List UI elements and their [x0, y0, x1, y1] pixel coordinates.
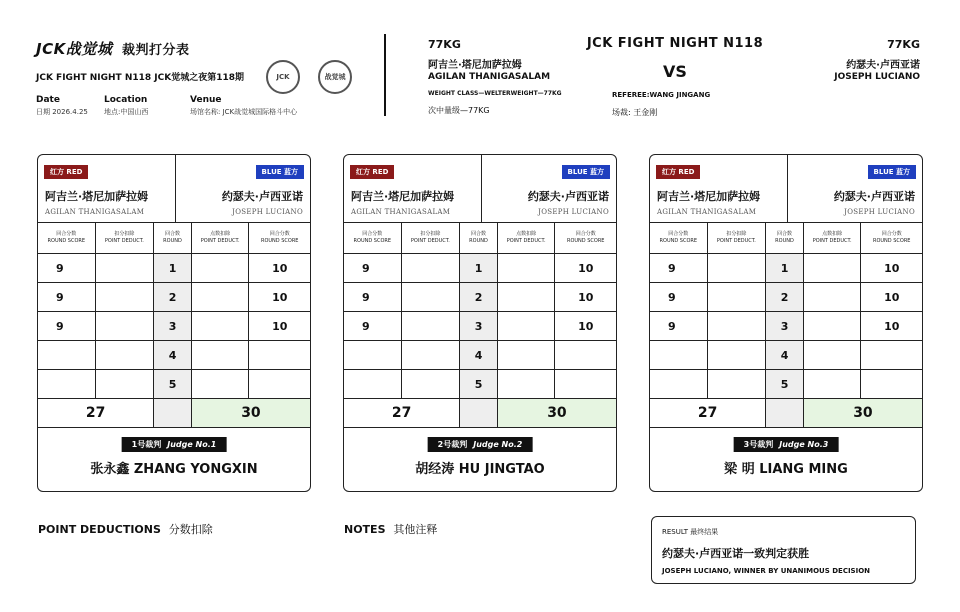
scorecard [343, 154, 617, 492]
red-fighter-name-cn: 阿吉兰·塔尼加萨拉姆 [45, 190, 149, 203]
blue-point-deduction [804, 341, 862, 369]
result-label: RESULT 最终结果 [662, 528, 719, 536]
judge-box [650, 428, 922, 488]
column-header-blue-deduct [498, 223, 556, 253]
venue-label: Venue [190, 95, 222, 105]
blue-point-deduction [192, 312, 250, 340]
column-header-cn: 回合数 [471, 230, 487, 237]
round-number: 3 [460, 312, 498, 340]
judge-badge [734, 437, 839, 452]
header-divider [384, 34, 386, 116]
column-header-blue-score [555, 223, 616, 253]
red-point-deduction [402, 312, 461, 340]
column-header-cn: 扣分扣除 [726, 230, 747, 237]
round-number: 5 [154, 370, 192, 398]
point-deductions-cn: 分数扣除 [168, 523, 213, 536]
red-fighter-name-cn: 阿吉兰·塔尼加萨拉姆 [657, 190, 761, 203]
red-total: 27 [650, 399, 766, 427]
total-row [650, 399, 922, 428]
column-header-round [766, 223, 804, 253]
blue-round-score: 10 [272, 290, 288, 304]
blue-point-deduction [804, 312, 862, 340]
vs-label: VS [663, 62, 687, 81]
red-corner-tag: 红方 RED [350, 165, 394, 179]
column-header-cn: 回合分数 [362, 230, 383, 237]
round-number: 3 [766, 312, 804, 340]
total-divider-cell [766, 399, 804, 427]
blue-fighter-name-en: JOSEPH LUCIANO [232, 208, 303, 216]
column-header-cn: 回合数 [777, 230, 793, 237]
blue-round-score: 10 [578, 319, 594, 333]
red-point-deduction [708, 341, 767, 369]
round-number: 4 [766, 341, 804, 369]
event-title: JCK FIGHT NIGHT N118 [586, 36, 764, 51]
blue-round-score: 10 [272, 261, 288, 275]
round-row [344, 341, 616, 370]
blue-fighter-name-en: JOSEPH LUCIANO [844, 208, 915, 216]
red-corner-tag: 红方 RED [44, 165, 88, 179]
sheet-title: 裁判打分表 [121, 43, 190, 58]
judge-name: 梁 明 LIANG MING [724, 462, 848, 477]
judge-number-en: Judge No.1 [167, 440, 217, 449]
referee-cn: 场裁: 王金刚 [612, 108, 658, 117]
round-row [650, 341, 922, 370]
date-value: 日期 2026.4.25 [36, 108, 88, 116]
blue-point-deduction [192, 254, 250, 282]
red-total: 27 [38, 399, 154, 427]
blue-total: 30 [192, 399, 310, 427]
round-number: 1 [154, 254, 192, 282]
judge-box [38, 428, 310, 488]
column-header-red-deduct [96, 223, 155, 253]
blue-round-score [861, 370, 922, 398]
judge-number-cn: 2号裁判 [437, 440, 468, 449]
blue-round-score: 10 [884, 319, 900, 333]
column-header-cn: 回合分数 [575, 230, 596, 237]
blue-point-deduction [804, 370, 862, 398]
blue-total: 30 [498, 399, 616, 427]
blue-name-en: JOSEPH LUCIANO [834, 72, 920, 82]
red-round-score: 9 [650, 254, 708, 282]
round-number: 2 [766, 283, 804, 311]
column-header-en: POINT DEDUCT. [812, 238, 852, 244]
result-box [651, 516, 916, 584]
column-header-red-score [650, 223, 708, 253]
column-header-en: ROUND SCORE [659, 238, 698, 244]
column-header-cn: 点数扣除 [516, 230, 537, 237]
round-row [344, 254, 616, 283]
blue-round-score [249, 370, 310, 398]
round-row [650, 254, 922, 283]
result-cn: 约瑟夫·卢西亚诺一致判定获胜 [662, 547, 810, 560]
column-header-en: ROUND SCORE [47, 238, 86, 244]
red-name-en: AGILAN THANIGASALAM [428, 72, 551, 82]
location-value: 地点:中国山西 [104, 108, 149, 116]
round-row [38, 254, 310, 283]
column-header-red-deduct [402, 223, 461, 253]
column-header-cn: 回合分数 [881, 230, 902, 237]
blue-point-deduction [192, 370, 250, 398]
total-divider-cell [460, 399, 498, 427]
red-round-score [344, 370, 402, 398]
blue-round-score [555, 341, 616, 369]
blue-round-score: 10 [884, 261, 900, 275]
red-round-score [650, 370, 708, 398]
round-number: 5 [766, 370, 804, 398]
round-row [38, 370, 310, 399]
event-line: JCK FIGHT NIGHT N118 JCK觉城之夜第118期 [36, 73, 244, 83]
red-round-score: 9 [650, 312, 708, 340]
blue-fighter-name-cn: 约瑟夫·卢西亚诺 [527, 190, 609, 203]
red-round-score: 9 [38, 283, 96, 311]
blue-corner-tag: BLUE 蓝方 [868, 165, 916, 179]
venue-value: 场馆名称: JCK战觉城国际格斗中心 [190, 108, 298, 116]
column-header-red-score [344, 223, 402, 253]
column-header-en: POINT DEDUCT. [506, 238, 546, 244]
column-header-blue-score [861, 223, 922, 253]
point-deductions-en: POINT DEDUCTIONS [38, 523, 161, 536]
red-point-deduction [96, 370, 155, 398]
red-round-score: 9 [650, 283, 708, 311]
weight-class-cn: 次中量级—77KG [428, 106, 490, 115]
judge-number-cn: 3号裁判 [743, 440, 774, 449]
round-row [650, 283, 922, 312]
column-header-cn: 扣分扣除 [114, 230, 135, 237]
round-number: 1 [766, 254, 804, 282]
location-label: Location [104, 95, 148, 105]
column-header-en: POINT DEDUCT. [410, 238, 450, 244]
red-point-deduction [708, 283, 767, 311]
red-point-deduction [708, 370, 767, 398]
fighter-corners [344, 155, 616, 223]
red-name-cn: 阿吉兰·塔尼加萨拉姆 [428, 60, 522, 71]
round-number: 5 [460, 370, 498, 398]
red-round-score [344, 341, 402, 369]
blue-fighter-name-cn: 约瑟夫·卢西亚诺 [833, 190, 915, 203]
round-row [650, 370, 922, 399]
red-point-deduction [96, 312, 155, 340]
column-header-cn: 回合数 [165, 230, 181, 237]
score-table-header [344, 223, 616, 254]
column-header-en: POINT DEDUCT. [104, 238, 144, 244]
round-row [344, 283, 616, 312]
blue-point-deduction [804, 254, 862, 282]
notes-label [344, 521, 437, 537]
column-header-en: ROUND [775, 238, 794, 244]
column-header-en: ROUND [469, 238, 488, 244]
red-point-deduction [96, 254, 155, 282]
brand-crest-icon: 战觉城 [318, 60, 352, 94]
column-header-cn: 回合分数 [269, 230, 290, 237]
column-header-en: ROUND SCORE [566, 238, 605, 244]
column-header-blue-deduct [804, 223, 862, 253]
red-point-deduction [402, 254, 461, 282]
score-table-header [38, 223, 310, 254]
round-number: 4 [460, 341, 498, 369]
score-table-header [650, 223, 922, 254]
red-round-score [38, 370, 96, 398]
column-header-round [460, 223, 498, 253]
blue-round-score: 10 [272, 319, 288, 333]
red-fighter-name-en: AGILAN THANIGASALAM [45, 208, 145, 216]
red-point-deduction [708, 312, 767, 340]
round-row [38, 283, 310, 312]
column-header-red-score [38, 223, 96, 253]
round-number: 1 [460, 254, 498, 282]
date-label: Date [36, 95, 60, 105]
red-round-score: 9 [344, 254, 402, 282]
judge-number-en: Judge No.3 [779, 440, 829, 449]
red-round-score [38, 341, 96, 369]
column-header-en: POINT DEDUCT. [200, 238, 240, 244]
round-row [344, 370, 616, 399]
blue-point-deduction [192, 283, 250, 311]
date-block [36, 95, 88, 117]
blue-point-deduction [498, 312, 556, 340]
red-fighter-name-en: AGILAN THANIGASALAM [657, 208, 757, 216]
red-point-deduction [402, 341, 461, 369]
referee-en: REFEREE:WANG JINGANG [612, 91, 711, 99]
red-total: 27 [344, 399, 460, 427]
round-number: 2 [154, 283, 192, 311]
blue-total: 30 [804, 399, 922, 427]
round-row [344, 312, 616, 341]
round-row [38, 341, 310, 370]
judge-box [344, 428, 616, 488]
blue-round-score: 10 [578, 261, 594, 275]
result-en: JOSEPH LUCIANO, WINNER BY UNANIMOUS DECISION [662, 567, 871, 575]
blue-weight: 77KG [887, 38, 920, 51]
blue-point-deduction [498, 254, 556, 282]
blue-name-cn: 约瑟夫·卢西亚诺 [846, 60, 920, 71]
fighter-corners [38, 155, 310, 223]
judge-name: 张永鑫 ZHANG YONGXIN [90, 462, 258, 477]
column-header-en: ROUND [163, 238, 182, 244]
red-point-deduction [708, 254, 767, 282]
weight-class: WEIGHT CLASS—WELTERWEIGHT—77KG [428, 90, 562, 97]
judge-number-en: Judge No.2 [473, 440, 523, 449]
blue-round-score: 10 [884, 290, 900, 304]
blue-corner-tag: BLUE 蓝方 [562, 165, 610, 179]
red-point-deduction [96, 341, 155, 369]
judge-name: 胡经涛 HU JINGTAO [415, 462, 545, 477]
scorecard [37, 154, 311, 492]
red-point-deduction [402, 370, 461, 398]
corner-divider [787, 155, 788, 223]
blue-point-deduction [498, 341, 556, 369]
blue-round-score [861, 341, 922, 369]
total-row [344, 399, 616, 428]
scorecard [649, 154, 923, 492]
column-header-en: POINT DEDUCT. [716, 238, 756, 244]
brand-logo [36, 38, 189, 59]
blue-point-deduction [192, 341, 250, 369]
total-row [38, 399, 310, 428]
blue-round-score [555, 370, 616, 398]
red-round-score: 9 [344, 283, 402, 311]
logo-text: JCK战觉城 [36, 40, 113, 58]
round-row [38, 312, 310, 341]
round-number: 3 [154, 312, 192, 340]
red-round-score [650, 341, 708, 369]
judge-badge [122, 437, 227, 452]
notes-en: NOTES [344, 523, 386, 536]
judge-badge [428, 437, 533, 452]
blue-point-deduction [804, 283, 862, 311]
point-deductions-label [38, 521, 213, 537]
blue-point-deduction [498, 370, 556, 398]
column-header-cn: 扣分扣除 [420, 230, 441, 237]
column-header-round [154, 223, 192, 253]
red-weight: 77KG [428, 38, 461, 51]
red-point-deduction [402, 283, 461, 311]
blue-corner-tag: BLUE 蓝方 [256, 165, 304, 179]
red-fighter-name-cn: 阿吉兰·塔尼加萨拉姆 [351, 190, 455, 203]
fighter-corners [650, 155, 922, 223]
column-header-blue-deduct [192, 223, 250, 253]
column-header-blue-score [249, 223, 310, 253]
red-point-deduction [96, 283, 155, 311]
column-header-en: ROUND SCORE [260, 238, 299, 244]
round-row [650, 312, 922, 341]
column-header-cn: 回合分数 [56, 230, 77, 237]
red-round-score: 9 [38, 254, 96, 282]
column-header-cn: 回合分数 [668, 230, 689, 237]
location-block [104, 95, 148, 117]
red-fighter-name-en: AGILAN THANIGASALAM [351, 208, 451, 216]
corner-divider [481, 155, 482, 223]
total-divider-cell [154, 399, 192, 427]
column-header-en: ROUND SCORE [353, 238, 392, 244]
blue-point-deduction [498, 283, 556, 311]
round-number: 4 [154, 341, 192, 369]
blue-round-score: 10 [578, 290, 594, 304]
red-round-score: 9 [38, 312, 96, 340]
corner-divider [175, 155, 176, 223]
notes-cn: 其他注释 [393, 523, 438, 536]
column-header-en: ROUND SCORE [872, 238, 911, 244]
blue-fighter-name-en: JOSEPH LUCIANO [538, 208, 609, 216]
blue-round-score [249, 341, 310, 369]
blue-fighter-name-cn: 约瑟夫·卢西亚诺 [221, 190, 303, 203]
association-emblem-icon: JCK [266, 60, 300, 94]
column-header-cn: 点数扣除 [822, 230, 843, 237]
column-header-cn: 点数扣除 [210, 230, 231, 237]
venue-block [190, 95, 297, 117]
round-number: 2 [460, 283, 498, 311]
judge-number-cn: 1号裁判 [131, 440, 162, 449]
red-round-score: 9 [344, 312, 402, 340]
red-corner-tag: 红方 RED [656, 165, 700, 179]
column-header-red-deduct [708, 223, 767, 253]
